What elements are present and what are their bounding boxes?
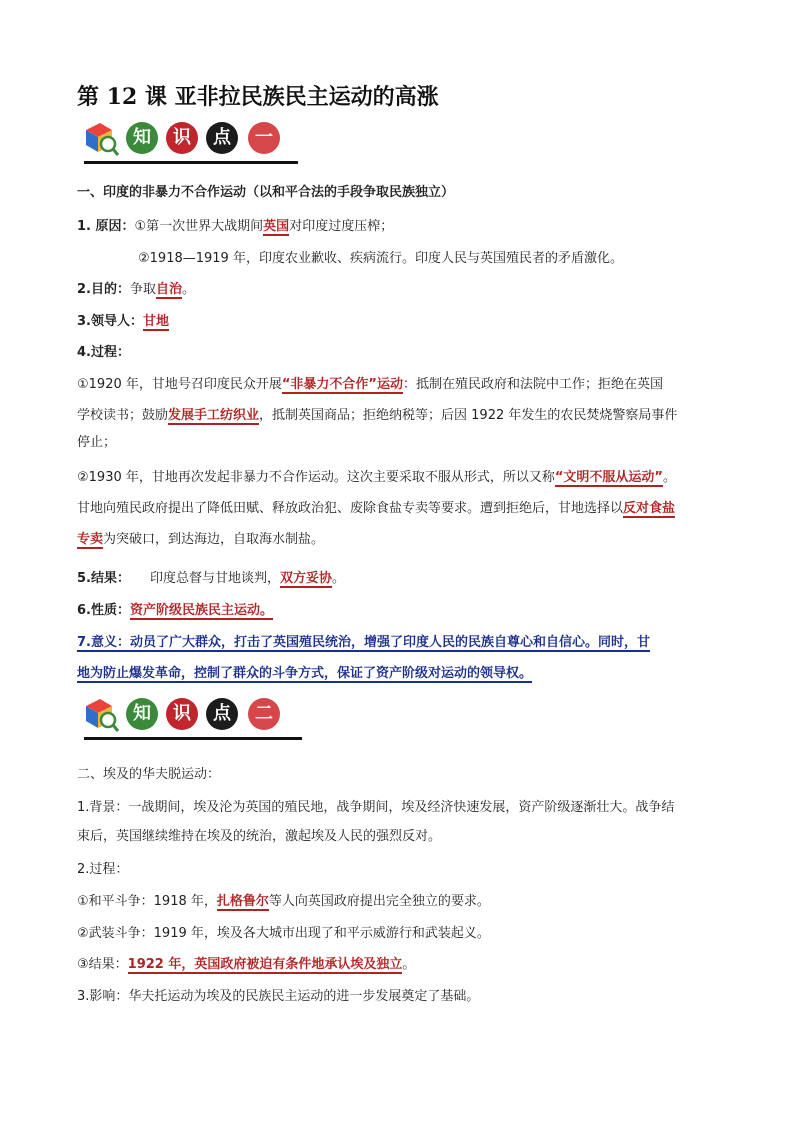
- section1-heading: 一、印度的非暴力不合作运动（以和平合法的手段争取民族独立）: [77, 185, 455, 200]
- banner-char-zhi: 知: [126, 698, 158, 730]
- banner-underline: [84, 161, 298, 164]
- cause-text-a: ①第一次世界大战期间: [134, 219, 264, 234]
- cube-icon: [80, 694, 120, 734]
- cube-icon: [80, 118, 120, 158]
- p1-text-c: 学校读书；鼓励: [77, 408, 169, 423]
- nature-label: 6.性质：: [77, 603, 130, 618]
- banner-underline: [84, 737, 302, 740]
- p2-text-b: 。: [662, 470, 676, 485]
- s2-process-label: 2.过程：: [77, 862, 129, 877]
- goal-line: [77, 277, 722, 303]
- cause-line-2: ②1918—1919 年，印度农业歉收、疾病流行。印度人民与英国殖民者的矛盾激化。: [138, 251, 623, 266]
- result-text-b: 。: [332, 571, 346, 586]
- highlight-oppose-salt: 反对食盐: [623, 501, 676, 516]
- goal-text-b: 。: [182, 282, 196, 297]
- process2-line-1: [77, 465, 722, 491]
- p1-text-d: ，抵制英国商品；拒绝纳税等；后因 1922 年发生的农民焚烧警察局事件: [259, 408, 678, 423]
- goal-text-a: 争取: [129, 282, 156, 297]
- page-title: 第 12 课 亚非拉民族民主运动的高涨: [77, 84, 439, 110]
- process1-line-1: [77, 372, 722, 398]
- goal-label: 2.目的：: [77, 282, 130, 297]
- meaning-line-2: [77, 661, 722, 687]
- banner-char-zhi: 知: [126, 122, 158, 154]
- meaning-text-1: 7.意义：动员了广大群众，打击了英国殖民统治，增强了印度人民的民族自尊心和自信心。同时，甘: [77, 635, 650, 650]
- process1-line-3: 停止；: [77, 435, 117, 450]
- banner-char-dian: 点: [206, 698, 238, 730]
- process1-line-2: [77, 403, 722, 429]
- result-line: [77, 566, 722, 592]
- highlight-zaghlul: 扎格鲁尔: [216, 894, 269, 909]
- p1-text-a: ①1920 年，甘地号召印度民众开展: [77, 377, 282, 392]
- section-banner-2: [80, 694, 300, 740]
- leader-label: 3.领导人：: [77, 314, 143, 329]
- background-line-2: 束后，英国继续维持在埃及的统治，激起埃及人民的强烈反对。: [77, 829, 442, 844]
- s2-p1-text-b: 等人向英国政府提出完全独立的要求。: [268, 894, 490, 909]
- s2-process-2: ②武装斗争：1919 年，埃及各大城市出现了和平示威游行和武装起义。: [77, 926, 490, 941]
- highlight-noncooperation: “非暴力不合作”运动: [281, 377, 403, 392]
- s2-impact: 3.影响：华夫托运动为埃及的民族民主运动的进一步发展奠定了基础。: [77, 989, 480, 1004]
- result-label: 5.结果：: [77, 571, 130, 586]
- highlight-compromise: 双方妥协: [280, 571, 333, 586]
- nature-line: [77, 598, 722, 624]
- process2-line-2: [77, 496, 722, 522]
- section-banner-1: [80, 118, 300, 164]
- banner-char-number: 一: [248, 122, 280, 154]
- cause-label: 1. 原因：: [77, 219, 135, 234]
- s2-p1-text-a: ①和平斗争：1918 年，: [77, 894, 217, 909]
- highlight-handicraft: 发展手工纺织业: [168, 408, 260, 423]
- process-label: 4.过程：: [77, 345, 130, 360]
- highlight-autonomy: 自治: [156, 282, 183, 297]
- s2-p3-text-a: ③结果：: [77, 957, 128, 972]
- s2-process-1: [77, 889, 722, 915]
- highlight-nature: 资产阶级民族民主运动。: [129, 603, 273, 618]
- meaning-text-2: 地为防止爆发革命，控制了群众的斗争方式，保证了资产阶级对运动的领导权。: [77, 666, 533, 681]
- highlight-independence: 1922 年，英国政府被迫有条件地承认埃及独立: [127, 957, 403, 972]
- banner-char-number: 二: [248, 698, 280, 730]
- s2-p3-text-b: 。: [402, 957, 416, 972]
- p2-text-a: ②1930 年，甘地再次发起非暴力不合作运动。这次主要采取不服从形式，所以又称: [77, 470, 555, 485]
- cause-line-1: [77, 214, 722, 240]
- banner-char-shi: 识: [166, 698, 198, 730]
- p2-text-c: 甘地向殖民政府提出了降低田赋、释放政治犯、废除食盐专卖等要求。遭到拒绝后，甘地选择以: [77, 501, 624, 516]
- banner-char-dian: 点: [206, 122, 238, 154]
- highlight-monopoly: 专卖: [77, 532, 104, 547]
- p2-text-d: 为突破口，到达海边，自取海水制盐。: [103, 532, 325, 547]
- p1-text-b: ：抵制在殖民政府和法院中工作；拒绝在英国: [402, 377, 663, 392]
- cause-text-b: 对印度过度压榨；: [289, 219, 394, 234]
- process2-line-3: [77, 527, 722, 553]
- highlight-britain: 英国: [263, 219, 290, 234]
- highlight-civil-disobedience: “文明不服从运动”: [554, 470, 663, 485]
- meaning-line-1: [77, 630, 722, 656]
- banner-char-shi: 识: [166, 122, 198, 154]
- leader-line: [77, 309, 722, 335]
- background-line-1: 1.背景：一战期间，埃及沦为英国的殖民地，战争期间，埃及经济快速发展，资产阶级逐渐壮大。战争结: [77, 800, 675, 815]
- result-text-a: 印度总督与甘地谈判，: [149, 571, 280, 586]
- section2-heading: 二、埃及的华夫脱运动：: [77, 767, 221, 782]
- highlight-gandhi: 甘地: [142, 314, 169, 329]
- s2-process-3: [77, 952, 722, 978]
